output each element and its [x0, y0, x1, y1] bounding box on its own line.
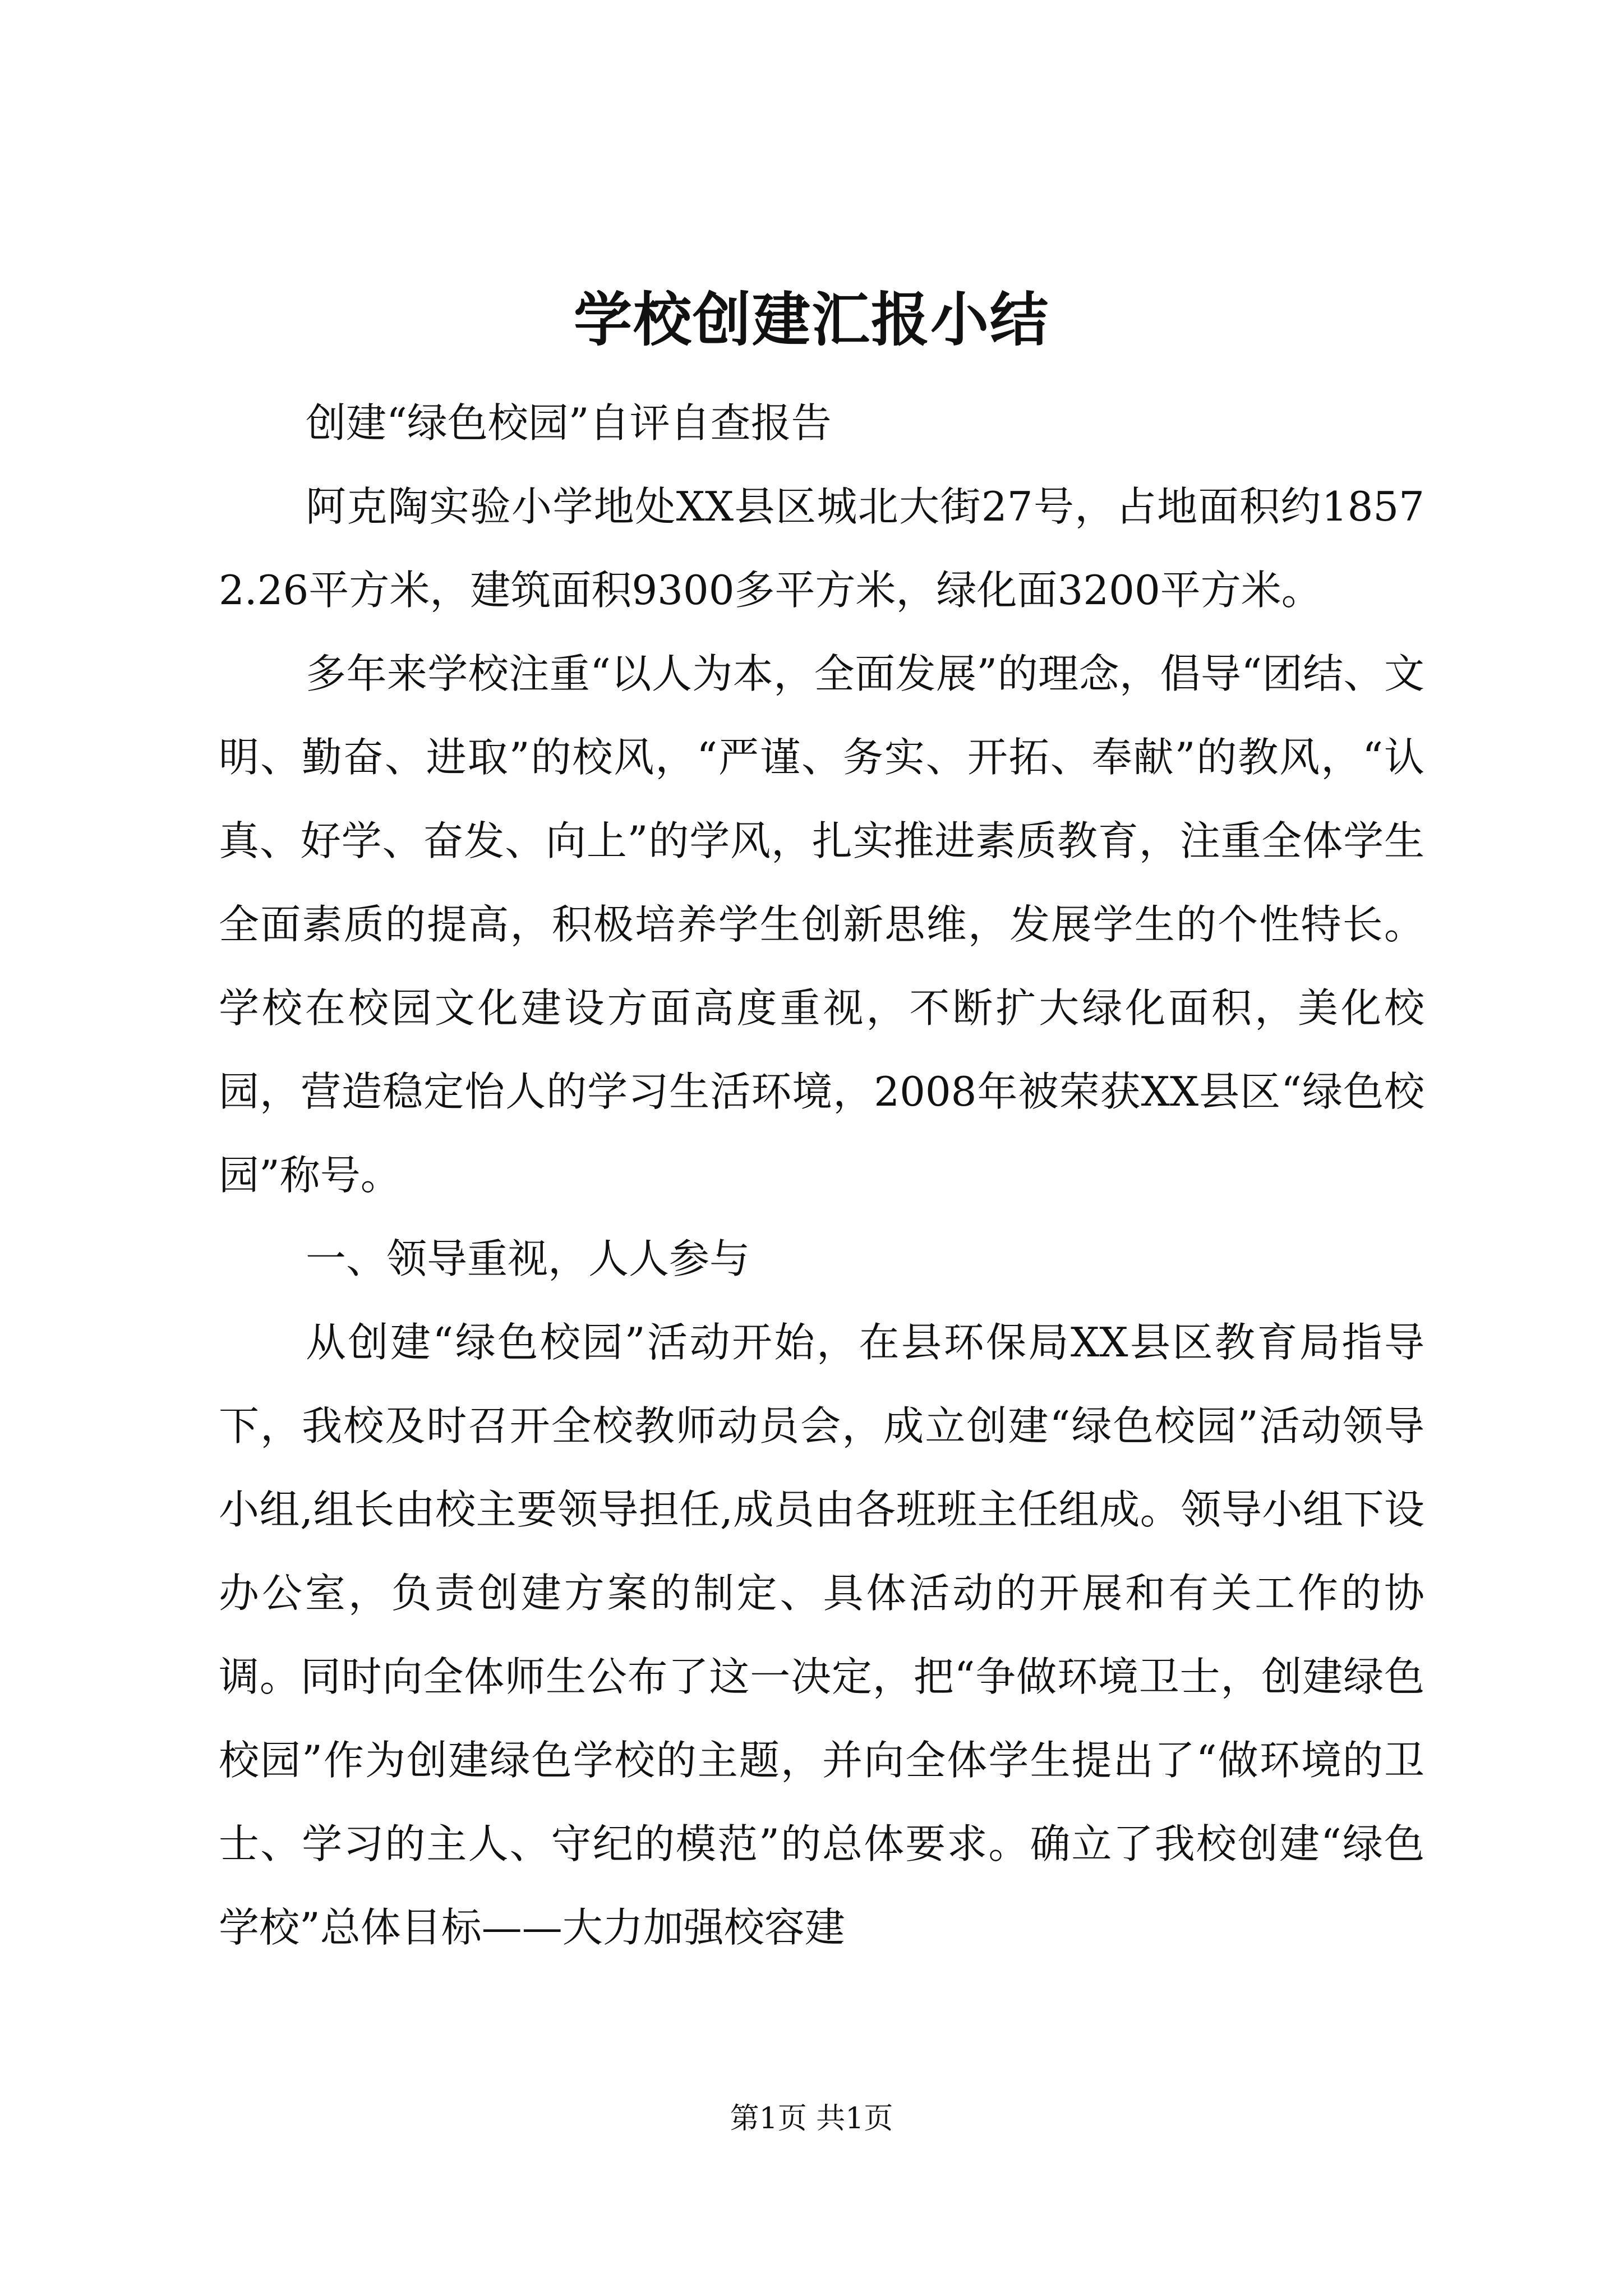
paragraph-section-heading: 一、领导重视，人人参与 — [306, 1235, 750, 1282]
document-title: 学校创建汇报小结 — [573, 285, 1049, 354]
page-footer: 第1页 共1页 — [730, 2102, 893, 2136]
paragraph-report-heading: 创建“绿色校园”自评自查报告 — [306, 399, 832, 447]
document-body — [219, 381, 1424, 1970]
paragraph-school-location: 阿克陶实验小学地处XX县区城北大街27号，占地面积约18572.26平方米，建筑面积9300多平方米，绿化面3200平方米。 — [219, 483, 1424, 614]
paragraph-school-philosophy: 多年来学校注重“以人为本，全面发展”的理念，倡导“团结、文明、勤奋、进取”的校风，“严谨、务实、开拓、奉献”的教风，“认真、好学、奋发、向上”的学风，扎实推进素质教育，注重全体学生全面素质的提高，积极培养学生创新思维，发展学生的个性特长。学校在校园文化建设方面高度重视，不断扩大绿化面积，美化校园，营造稳定怡人的学习生活环境，2008年被荣获XX县区“绿色校园”称号。 — [219, 650, 1424, 1199]
paragraph-leadership: 从创建“绿色校园”活动开始，在县环保局XX县区教育局指导下，我校及时召开全校教师动员会，成立创建“绿色校园”活动领导小组,组长由校主要领导担任,成员由各班班主任组成。领导小组下设办公室，负责创建方案的制定、具体活动的开展和有关工作的协调。同时向全体师生公布了这一决定，把“争做环境卫士，创建绿色校园”作为创建绿色学校的主题，并向全体学生提出了“做环境的卫士、学习的主人、守纪的模范”的总体要求。确立了我校创建“绿色学校”总体目标——大力加强校容建 — [219, 1319, 1424, 1951]
